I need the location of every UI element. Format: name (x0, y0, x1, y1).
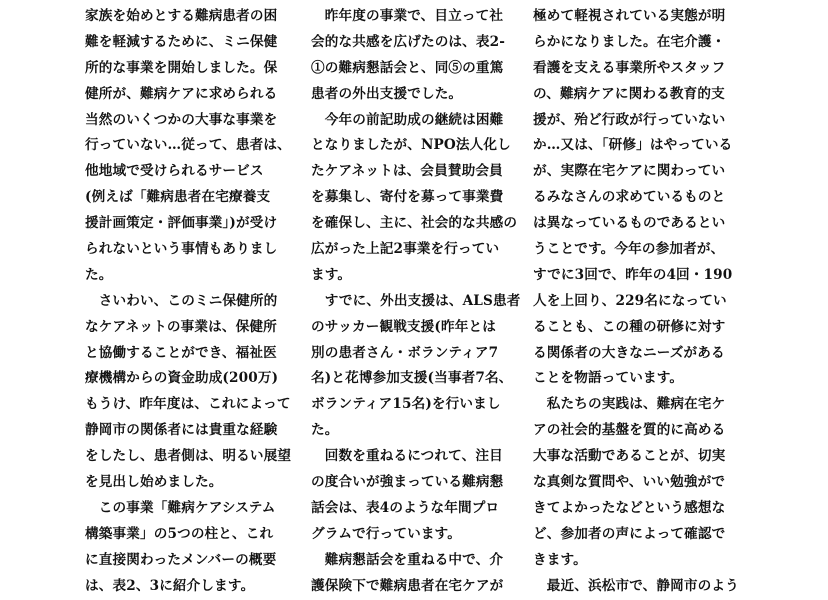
text-line: 行っていない…従って、患者は、 (85, 137, 291, 154)
text-line: 援が、殆ど行政が行っていない (533, 111, 726, 128)
text-line: 広がった上記2事業を行ってい (311, 241, 500, 258)
text-line: と協働することができ、福祉医 (85, 344, 277, 361)
text-line: 家族を始めとする難病患者の困 (85, 8, 278, 24)
text-line: 静岡市の関係者には貴重な経験 (85, 422, 278, 439)
text-line: 人を上回り、229名になってい (533, 292, 727, 309)
text-line: たケアネットは、会員賛助会員 (311, 163, 503, 180)
text-line: グラムで行っています。 (311, 525, 461, 542)
text-line: 昨年度の事業で、目立って社 (311, 8, 504, 24)
text-line: 護保険下で難病患者在宅ケアが (311, 577, 504, 594)
text-line: をしたし、患者側は、明るい展望 (85, 448, 292, 465)
text-line: 健所が、難病ケアに求められる (85, 85, 278, 102)
text-line: ボランティア15名)を行いまし (311, 396, 501, 413)
text-line: この事業「難病ケアシステム (85, 499, 276, 516)
text-line: 話会は、表4のような年間プロ (311, 499, 500, 516)
text-line: は異なっているものであるとい (533, 215, 726, 232)
text-line: 難を軽減するために、ミニ保健 (85, 33, 278, 50)
text-line: 所的な事業を開始しました。保 (85, 59, 278, 76)
text-line: さいわい、このミニ保健所的 (85, 292, 278, 309)
text-line: アの社会的基盤を質的に高める (533, 422, 726, 439)
text-line: 患者の外出支援でした。 (311, 85, 463, 102)
text-line: ど、参加者の声によって確認で (533, 525, 726, 542)
text-line: を募集し、寄付を募って事業費 (311, 189, 504, 206)
text-column-2 (311, 4, 521, 599)
text-line: ことを物語っています。 (533, 370, 684, 387)
text-line: 構築事業」の5つの柱と、これ (85, 525, 274, 542)
text-line: ることも、この種の研修に対す (533, 318, 726, 335)
text-line: 援計画策定・評価事業」)が受け (85, 215, 278, 232)
text-line: 他地域で受けられるサービス (85, 163, 264, 180)
text-line: 回数を重ねるにつれて、注目 (311, 448, 503, 465)
text-line: 難病懇話会を重ねる中で、介 (311, 551, 504, 568)
text-line: な真剣な質問や、いい勉強がで (533, 474, 726, 491)
text-column-3 (533, 4, 739, 599)
text-line: らかになりました。在宅介護・ (533, 33, 726, 50)
text-line: 私たちの実践は、難病在宅ケ (533, 396, 726, 413)
text-line: の度合いが強まっている難病懇 (311, 474, 504, 491)
text-line: か…又は、「研修」はやっている (533, 137, 733, 154)
text-line: のサッカー観戦支援(昨年とは (311, 318, 496, 335)
text-line: ①の難病懇話会と、同⑤の重篤 (311, 59, 504, 76)
text-column-1 (85, 4, 292, 599)
text-line: きます。 (533, 551, 587, 568)
text-line: なケアネットの事業は、保健所 (85, 318, 277, 335)
text-line: 大事な活動であることが、切実 (533, 448, 726, 465)
text-line: の、難病ケアに関わる教育的支 (533, 85, 725, 102)
text-line: られないという事情もありまし (85, 241, 278, 258)
text-line: ます。 (311, 266, 352, 283)
text-line: を確保し、主に、社会的な共感の (311, 215, 518, 232)
text-line: た。 (85, 266, 113, 283)
text-line: 名)と花博参加支援(当事者7名、 (311, 370, 513, 387)
text-line: (例えば「難病患者在宅療養支 (85, 189, 271, 206)
text-line: た。 (311, 422, 339, 439)
text-line: 療機構からの資金助成(200万) (85, 370, 279, 387)
text-line: は、表2、3に紹介します。 (85, 577, 255, 594)
text-line: を見出し始めました。 (85, 474, 223, 491)
text-line: となりましたが、NPO法人化し (311, 137, 511, 154)
text-line: うことです。今年の参加者が、 (533, 241, 725, 258)
text-line: が、実際在宅ケアに関わってい (533, 163, 726, 180)
text-line: すでに、外出支援は、ALS患者 (311, 292, 521, 309)
text-line: すでに3回で、昨年の4回・190 (533, 266, 733, 283)
text-line: きてよかったなどという感想な (533, 499, 726, 516)
text-line: 別の患者さん・ボランティア7 (311, 344, 499, 361)
text-line: 最近、浜松市で、静岡市のよう (533, 577, 739, 594)
text-line: に直接関わったメンバーの概要 (85, 551, 277, 568)
text-line: 看護を支える事業所やスタッフ (533, 59, 726, 76)
text-line: 今年の前記助成の継続は困難 (311, 111, 504, 128)
text-line: るみなさんの求めているものと (533, 189, 726, 206)
text-line: る関係者の大きなニーズがある (533, 344, 725, 361)
text-line: 当然のいくつかの大事な事業を (85, 111, 278, 128)
text-line: 極めて軽視されている実態が明 (533, 8, 726, 24)
text-line: 会的な共感を広げたのは、表2- (311, 33, 506, 50)
text-line: もうけ、昨年度は、これによって (85, 396, 291, 413)
